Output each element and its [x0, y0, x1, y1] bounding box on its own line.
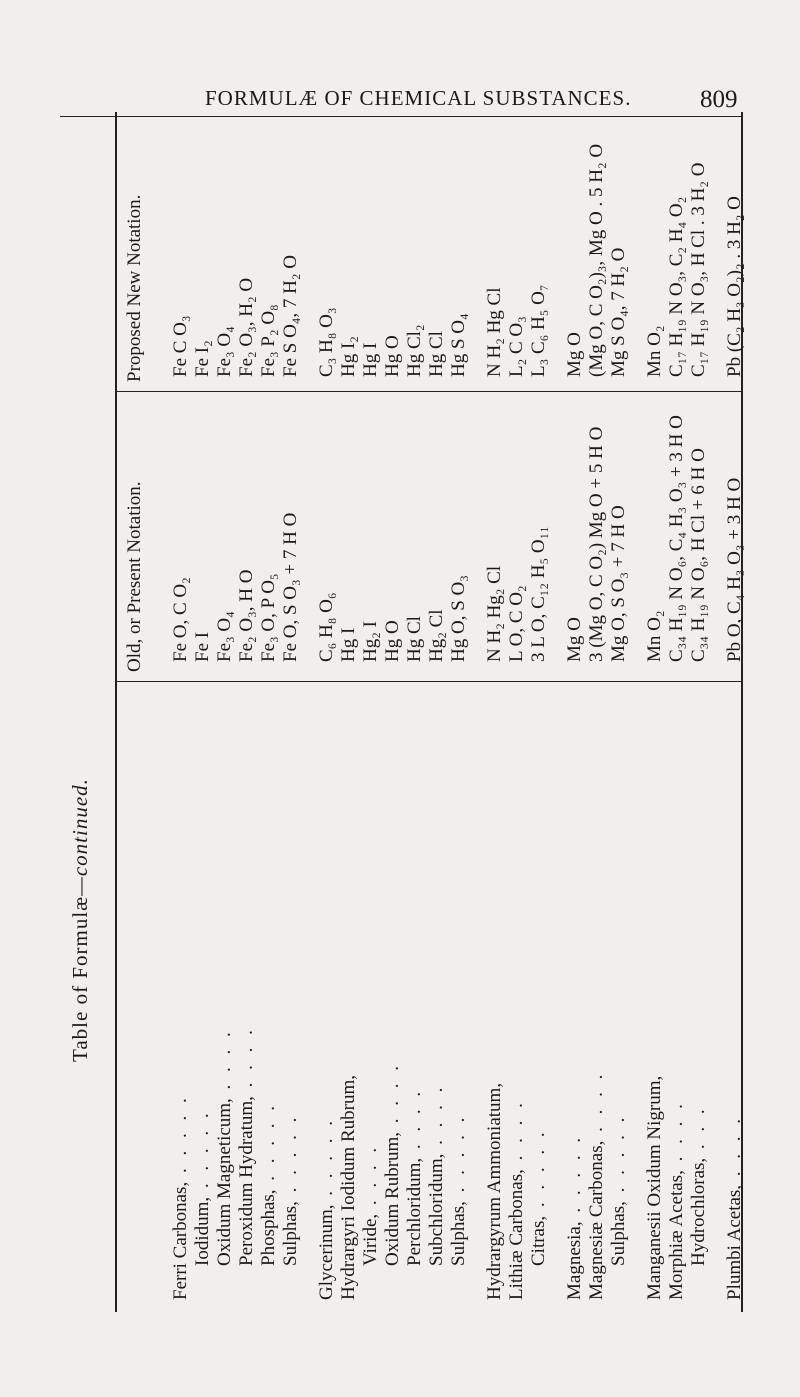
old-notation-formula: L O, C O₂: [506, 585, 527, 662]
substance-name: [688, 1105, 710, 1266]
old-notation-formula: Hg O, S O₃: [448, 575, 469, 662]
substance-name: [382, 1062, 404, 1266]
leader-dots: . . . .: [382, 1061, 403, 1132]
substance-name: [608, 1114, 630, 1266]
old-notation-formula: Fe₂ O₃, H O: [236, 569, 257, 662]
substance-name-text: Perchloridum,: [404, 1157, 425, 1266]
substance-name: [586, 1071, 608, 1300]
new-notation-formula: Mg O: [564, 332, 585, 377]
substance-name-text: Hydrochloras,: [688, 1157, 709, 1266]
old-notation-formula: Hg O: [382, 620, 403, 662]
substance-name: [484, 1083, 506, 1300]
new-notation-formula: Fe I₂: [192, 340, 213, 377]
new-notation-formula: Mn O₂: [644, 325, 665, 377]
substance-name-text: Hydrargyrum Ammoniatum,: [484, 1082, 505, 1300]
leader-dots: . . . . .: [448, 1113, 469, 1202]
leader-dots: . . . . .: [316, 1116, 337, 1205]
substance-name-text: Viride,: [360, 1213, 381, 1266]
substance-name-text: Ferri Carbonas,: [170, 1181, 191, 1300]
substance-name: [280, 1114, 302, 1266]
substance-name-text: Iodidum,: [192, 1196, 213, 1266]
leader-dots: . . . .: [360, 1143, 381, 1214]
leader-dots: . . . . .: [608, 1113, 629, 1202]
leader-dots: . . . .: [426, 1083, 447, 1154]
new-notation-formula: Fe C O₃: [170, 315, 191, 377]
new-notation-formula: L₃ C₆ H₅ O₇: [528, 284, 549, 377]
column-divider-new: [115, 391, 741, 392]
caption-italic: —continued.: [68, 778, 92, 896]
caption-roman: Table of Formulæ: [68, 895, 92, 1062]
running-title: FORMULÆ OF CHEMICAL SUBSTANCES.: [205, 86, 632, 110]
substance-name-text: Subchloridum,: [426, 1153, 447, 1266]
old-notation-formula: Hg Cl: [404, 616, 425, 662]
old-notation-formula: 3 (Mg O, C O₂) Mg O + 5 H O: [586, 426, 607, 662]
caption-rule: [115, 112, 117, 1312]
table-caption: [68, 362, 110, 1062]
substance-name-text: Citras,: [528, 1215, 549, 1266]
substance-name: [644, 1076, 666, 1300]
leader-dots: . . . . .: [258, 1101, 279, 1190]
rotated-table: [60, 112, 760, 1312]
new-notation-formula: C₃ H₈ O₃: [316, 307, 337, 377]
substance-name: [236, 1026, 258, 1266]
old-notation-formula: Pb O, C₄ H₃ O₃ + 3 H O: [724, 477, 745, 662]
old-notation-formula: C₆ H₈ O₆: [316, 592, 337, 662]
substance-name-text: Magnesiæ Carbonas,: [586, 1140, 607, 1300]
substance-name-text: Phosphas,: [258, 1189, 279, 1266]
old-notation-formula: Hg₂ I: [360, 621, 381, 662]
leader-dots: . . . . .: [280, 1113, 301, 1202]
page-number: 809: [700, 86, 738, 113]
leader-dots: . . . . .: [528, 1128, 549, 1216]
substance-name-text: Peroxidum Hydratum,: [236, 1096, 257, 1266]
substance-name: [338, 1075, 360, 1300]
old-notation-formula: Mg O, S O₃ + 7 H O: [608, 505, 629, 662]
substance-name-text: Morphiæ Acetas,: [666, 1170, 687, 1300]
substance-name-text: Glycerinum,: [316, 1204, 337, 1300]
leader-dots: . . . .: [586, 1070, 607, 1141]
old-notation-formula: 3 L O, C₁₂ H₅ O₁₁: [528, 526, 549, 662]
new-notation-formula: C₁₇ H₁₉ N O₃, C₂ H₄ O₂: [666, 196, 687, 377]
substance-name: [192, 1109, 214, 1266]
leader-dots: . . . . .: [170, 1094, 191, 1182]
new-notation-formula: Hg O: [382, 335, 403, 377]
column-divider-old: [115, 681, 741, 682]
old-notation-formula: Mg O: [564, 617, 585, 662]
new-notation-formula: Hg I₂: [338, 336, 359, 377]
table-top-rule: [60, 116, 743, 117]
leader-dots: . . . .: [506, 1099, 527, 1170]
new-notation-formula: Fe S O₄, 7 H₂ O: [280, 255, 301, 377]
new-notation-formula: Fe₃ P₂ O₈: [258, 304, 279, 377]
substance-name: [724, 1115, 746, 1300]
substance-name-text: Sulphas,: [280, 1201, 301, 1266]
substance-name: [316, 1117, 338, 1300]
substance-name: [564, 1134, 586, 1300]
substance-name: [426, 1084, 448, 1266]
old-notation-formula: Mn O₂: [644, 610, 665, 662]
substance-name-text: Sulphas,: [608, 1201, 629, 1266]
old-notation-formula: Fe₃ O₄: [214, 611, 235, 662]
substance-name-text: Magnesia,: [564, 1221, 585, 1300]
leader-dots: . . .: [688, 1105, 709, 1158]
substance-name-text: Oxidum Rubrum,: [382, 1131, 403, 1266]
substance-name: [666, 1100, 688, 1300]
old-notation-formula: Hg I: [338, 627, 359, 662]
new-notation-formula: Mg S O₄, 7 H₂ O: [608, 247, 629, 377]
substance-name: [214, 1028, 236, 1266]
substance-name: [170, 1094, 192, 1300]
substance-name-text: Plumbi Acetas,: [724, 1184, 745, 1300]
leader-dots: . . . .: [666, 1100, 687, 1171]
old-notation-formula: C₃₄ H₁₉ N O₆, C₄ H₃ O₃ + 3 H O: [666, 415, 687, 662]
old-notation-formula: Fe O, S O₃ + 7 H O: [280, 512, 301, 662]
old-notation-formula: N H₂ Hg₂ Cl: [484, 565, 505, 662]
column-header-new: Proposed New Notation.: [124, 194, 145, 382]
substance-name-text: Manganesii Oxidum Nigrum,: [644, 1075, 665, 1300]
new-notation-formula: N H₂ Hg Cl: [484, 287, 505, 377]
substance-name: [258, 1102, 280, 1266]
leader-dots: . . . . .: [564, 1133, 585, 1222]
substance-name: [528, 1128, 550, 1266]
old-notation-formula: Fe O, C O₂: [170, 577, 191, 662]
old-notation-formula: Fe₃ O, P O₅: [258, 573, 279, 662]
substance-name: [506, 1099, 528, 1300]
leader-dots: . . . .: [214, 1028, 235, 1099]
old-notation-formula: Fe I: [192, 631, 213, 662]
substance-name-text: Lithiæ Carbonas,: [506, 1169, 527, 1300]
old-notation-formula: Hg₂ Cl: [426, 609, 447, 662]
leader-dots: . . . .: [404, 1087, 425, 1158]
substance-name-text: Oxidum Magneticum,: [214, 1098, 235, 1266]
substance-name-text: Sulphas,: [448, 1201, 469, 1266]
substance-name-text: Hydrargyri Iodidum Rubrum,: [338, 1075, 359, 1300]
new-notation-formula: Fe₂ O₃, H₂ O: [236, 277, 257, 377]
leader-dots: . . . .: [236, 1026, 257, 1097]
new-notation-formula: Hg Cl₂: [404, 324, 425, 377]
new-notation-formula: Fe₃ O₄: [214, 326, 235, 377]
substance-name: [360, 1144, 382, 1266]
new-notation-formula: Hg I: [360, 342, 381, 377]
substance-name: [448, 1114, 470, 1266]
leader-dots: . . . .: [724, 1114, 745, 1185]
substance-name: [404, 1088, 426, 1266]
table-frame: [60, 112, 760, 1312]
new-notation-formula: Hg S O₄: [448, 313, 469, 377]
new-notation-formula: Hg Cl: [426, 331, 447, 377]
new-notation-formula: Pb (C₂ H₃ O₂)₂ . 3 H₂ O: [724, 196, 745, 377]
new-notation-formula: (Mg O, C O₂)₃, Mg O . 5 H₂ O: [586, 143, 607, 377]
old-notation-formula: C₃₄ H₁₉ N O₆, H Cl + 6 H O: [688, 448, 709, 662]
column-header-old: Old, or Present Notation.: [124, 481, 145, 672]
new-notation-formula: L₂ C O₃: [506, 316, 527, 377]
leader-dots: . . . . .: [192, 1109, 213, 1197]
new-notation-formula: C₁₇ H₁₉ N O₃, H Cl . 3 H₂ O: [688, 162, 709, 377]
